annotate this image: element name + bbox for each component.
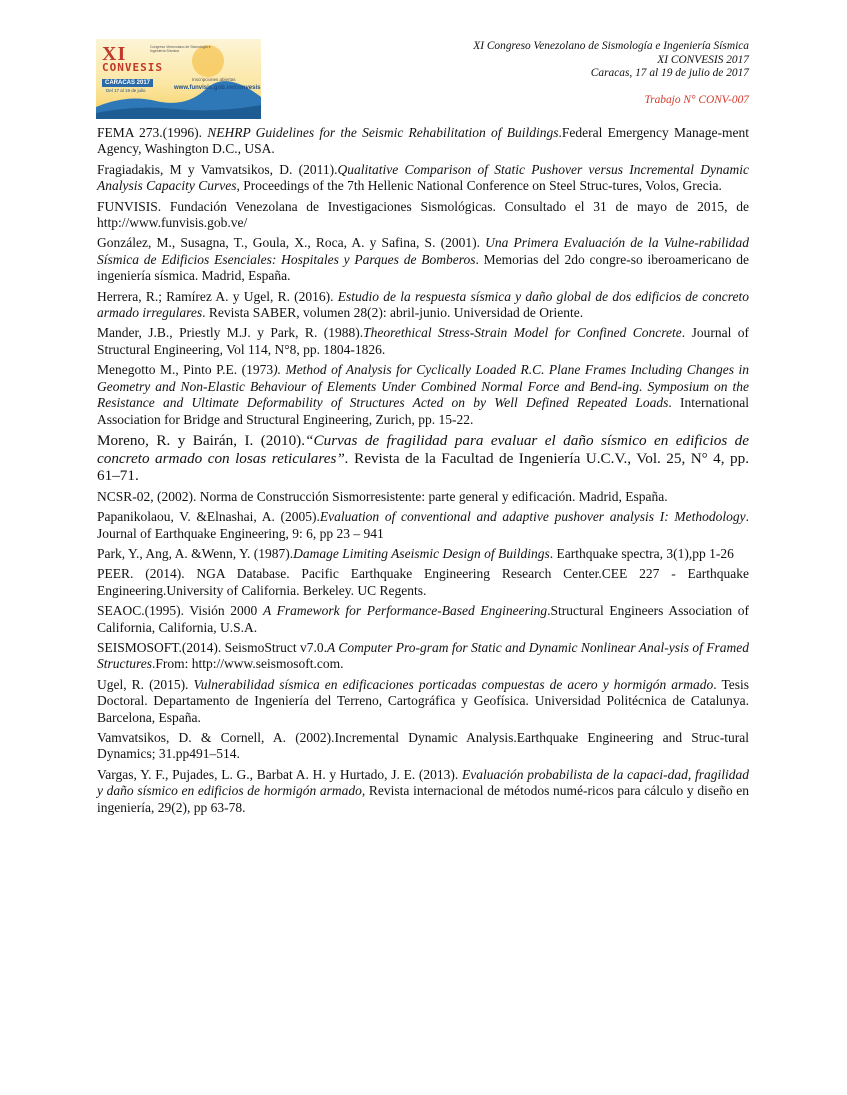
reference-source: .Structural Engineers Association of California, California, U.S.A.	[97, 603, 749, 635]
reference-title: Estudio de la respuesta sísmica y daño global de dos edificios de concreto armado irregulares	[97, 288, 749, 321]
reference-title: Damage Limiting Aseismic Design of Buildings	[293, 545, 550, 561]
reference-entry	[97, 362, 749, 428]
reference-entry	[97, 509, 749, 542]
reference-list	[97, 125, 749, 820]
logo-congress-text: Congreso Venezolano de Sismología e Ingeniería Sísmica	[150, 45, 211, 53]
reference-authors: Menegotto M., Pinto P.E. (1973	[97, 362, 274, 378]
reference-source: . Tesis Doctoral. Departamento de Ingeniería del Terreno, Cartográfica y Geofísica. Universidad Politécnica de Catalunya. Barcelona, España.	[97, 676, 750, 725]
reference-entry	[97, 235, 749, 284]
reference-authors: Herrera, R.; Ramírez A. y Ugel, R. (2016).	[97, 288, 338, 304]
header-dates: Caracas, 17 al 19 de julio de 2017	[590, 67, 749, 79]
reference-title: “Curvas de fragilidad para evaluar el daño sísmico en edificios de concreto armado con losas reticulares”.	[97, 431, 750, 467]
reference-authors: SEAOC.(1995). Visión 2000	[97, 603, 263, 619]
reference-entry	[97, 289, 749, 322]
reference-source: . International Association for Bridge and Structural Engineering, Zurich, pp. 15-22.	[97, 395, 749, 427]
reference-entry	[97, 767, 749, 816]
reference-entry	[97, 566, 749, 599]
page-header	[473, 40, 749, 107]
reference-authors: Vargas, Y. F., Pujades, L. G., Barbat A. H. y Hurtado, J. E. (2013).	[97, 766, 463, 782]
reference-authors: Fragiadakis, M y Vamvatsikos, D. (2011).	[97, 161, 338, 177]
reference-title: Una Primera Evaluación de la Vulne-rabilidad Sísmica de Edificios Esenciales: Hospitales y Parques de Bomberos	[97, 235, 749, 267]
reference-title: NEHRP Guidelines for the Seismic Rehabilitation of Buildings	[207, 125, 559, 140]
logo-registration: Inscripciones abiertas	[192, 77, 236, 82]
reference-source: Revista internacional de métodos numé-ricos para cálculo y diseño en ingeniería, 29(2), pp 63-78.	[97, 783, 750, 815]
reference-title: A Computer Pro-gram for Static and Dynamic Nonlinear Anal-ysis of Framed Structures	[97, 639, 749, 672]
reference-source: Revista de la Facultad de Ingeniería U.C.V., Vol. 25, N° 4, pp. 61–71.	[97, 449, 749, 485]
reference-title: Vulnerabilidad sísmica en edificaciones porticadas compuestas de acero y hormigón armado	[193, 676, 714, 692]
reference-source: . Revista SABER, volumen 28(2): abril-junio. Universidad de Oriente.	[202, 305, 584, 321]
reference-title: ). Method of Analysis for Cyclically Loaded R.C. Plane Frames Including Changes in Geometry and Non-Elastic Behaviour of Elements Under Combined Normal Force and Bend-ing. Symposium on the Resistance and Ultimate Deformability of Structures Acted on by Well Defined Repeated Loads	[97, 362, 749, 411]
reference-entry	[97, 325, 749, 358]
reference-title: Evaluation of conventional and adaptive pushover analysis I: Methodology	[319, 509, 746, 525]
reference-entry	[97, 125, 749, 158]
reference-entry	[97, 603, 749, 636]
reference-authors: Moreno, R. y Bairán, I. (2010).	[97, 431, 306, 449]
reference-entry	[97, 162, 749, 195]
reference-authors: Ugel, R. (2015).	[97, 676, 194, 692]
reference-entry	[97, 730, 749, 763]
convesis-logo	[96, 39, 261, 119]
reference-authors: Vamvatsikos, D. & Cornell, A. (2002).Incremental Dynamic Analysis.Earthquake Engineering and Struc-tural Dynamics; 31.pp491–514.	[97, 729, 749, 762]
reference-entry	[97, 546, 749, 562]
reference-authors: FUNVISIS. Fundación Venezolana de Investigaciones Sismológicas. Consultado el 31 de mayo de 2015, de http://www.funvisis.gob.ve/	[97, 198, 749, 231]
reference-title: Evaluación probabilista de la capaci-dad, fragilidad y daño sísmico en edificios de hormigón armado,	[97, 766, 749, 799]
reference-title: A Framework for Performance-Based Engineering	[262, 603, 548, 619]
logo-xi: XI	[102, 43, 127, 65]
reference-title: Theorethical Stress-Strain Model for Confined Concrete	[363, 325, 682, 341]
reference-authors: NCSR-02, (2002). Norma de Construcción Sismorresistente: parte general y edificación. Madrid, España.	[97, 488, 668, 504]
reference-authors: González, M., Susagna, T., Goula, X., Roca, A. y Safina, S. (2001).	[97, 235, 486, 251]
logo-url: www.funvisis.gob.ve/convesis	[174, 85, 261, 91]
reference-entry	[97, 489, 749, 505]
reference-source: , Proceedings of the 7th Hellenic National Conference on Steel Struc-tures, Volos, Grecia.	[236, 178, 722, 194]
reference-source: .From: http://www.seismosoft.com.	[152, 656, 344, 672]
reference-title: Qualitative Comparison of Static Pushover versus Incremental Dynamic Analysis Capacity Curves	[97, 161, 749, 194]
paper-code: Trabajo N° CONV-007	[644, 93, 749, 106]
logo-city: CARACAS 2017	[102, 79, 153, 87]
reference-entry	[97, 677, 749, 726]
reference-source: . Journal of Structural Engineering, Vol 114, N°8, pp. 1804-1826.	[97, 325, 749, 357]
reference-entry	[97, 199, 749, 232]
reference-authors: SEISMOSOFT.(2014). SeismoStruct v7.0.	[97, 639, 328, 655]
reference-entry	[97, 432, 749, 485]
logo-dates: Del 17 al 19 de julio	[106, 88, 146, 93]
reference-authors: Mander, J.B., Priestly M.J. y Park, R. (1988).	[97, 325, 364, 341]
header-congress: XI Congreso Venezolano de Sismología e Ingeniería Sísmica	[473, 40, 749, 52]
reference-authors: Papanikolaou, V. &Elnashai, A. (2005).	[97, 509, 320, 525]
reference-authors: FEMA 273.(1996).	[97, 125, 208, 140]
reference-authors: Park, Y., Ang, A. &Wenn, Y. (1987).	[97, 545, 294, 561]
reference-source: . Memorias del 2do congre-so iberoamericano de ingeniería sísmica. Madrid, España.	[97, 251, 750, 284]
logo-convesis: CONVESIS	[102, 61, 163, 74]
reference-source: . Journal of Earthquake Engineering, 9: 6, pp 23 – 941	[97, 509, 749, 541]
reference-authors: PEER. (2014). NGA Database. Pacific Earthquake Engineering Research Center.CEE 227 - Earthquake Engineering.University of California. Berkeley. UC Regents.	[97, 566, 749, 598]
reference-source: .Federal Emergency Manage-ment Agency, Washington D.C., USA.	[97, 125, 749, 157]
reference-source: . Earthquake spectra, 3(1),pp 1-26	[549, 545, 734, 561]
reference-entry	[97, 640, 749, 673]
header-convesis: XI CONVESIS 2017	[657, 53, 749, 66]
